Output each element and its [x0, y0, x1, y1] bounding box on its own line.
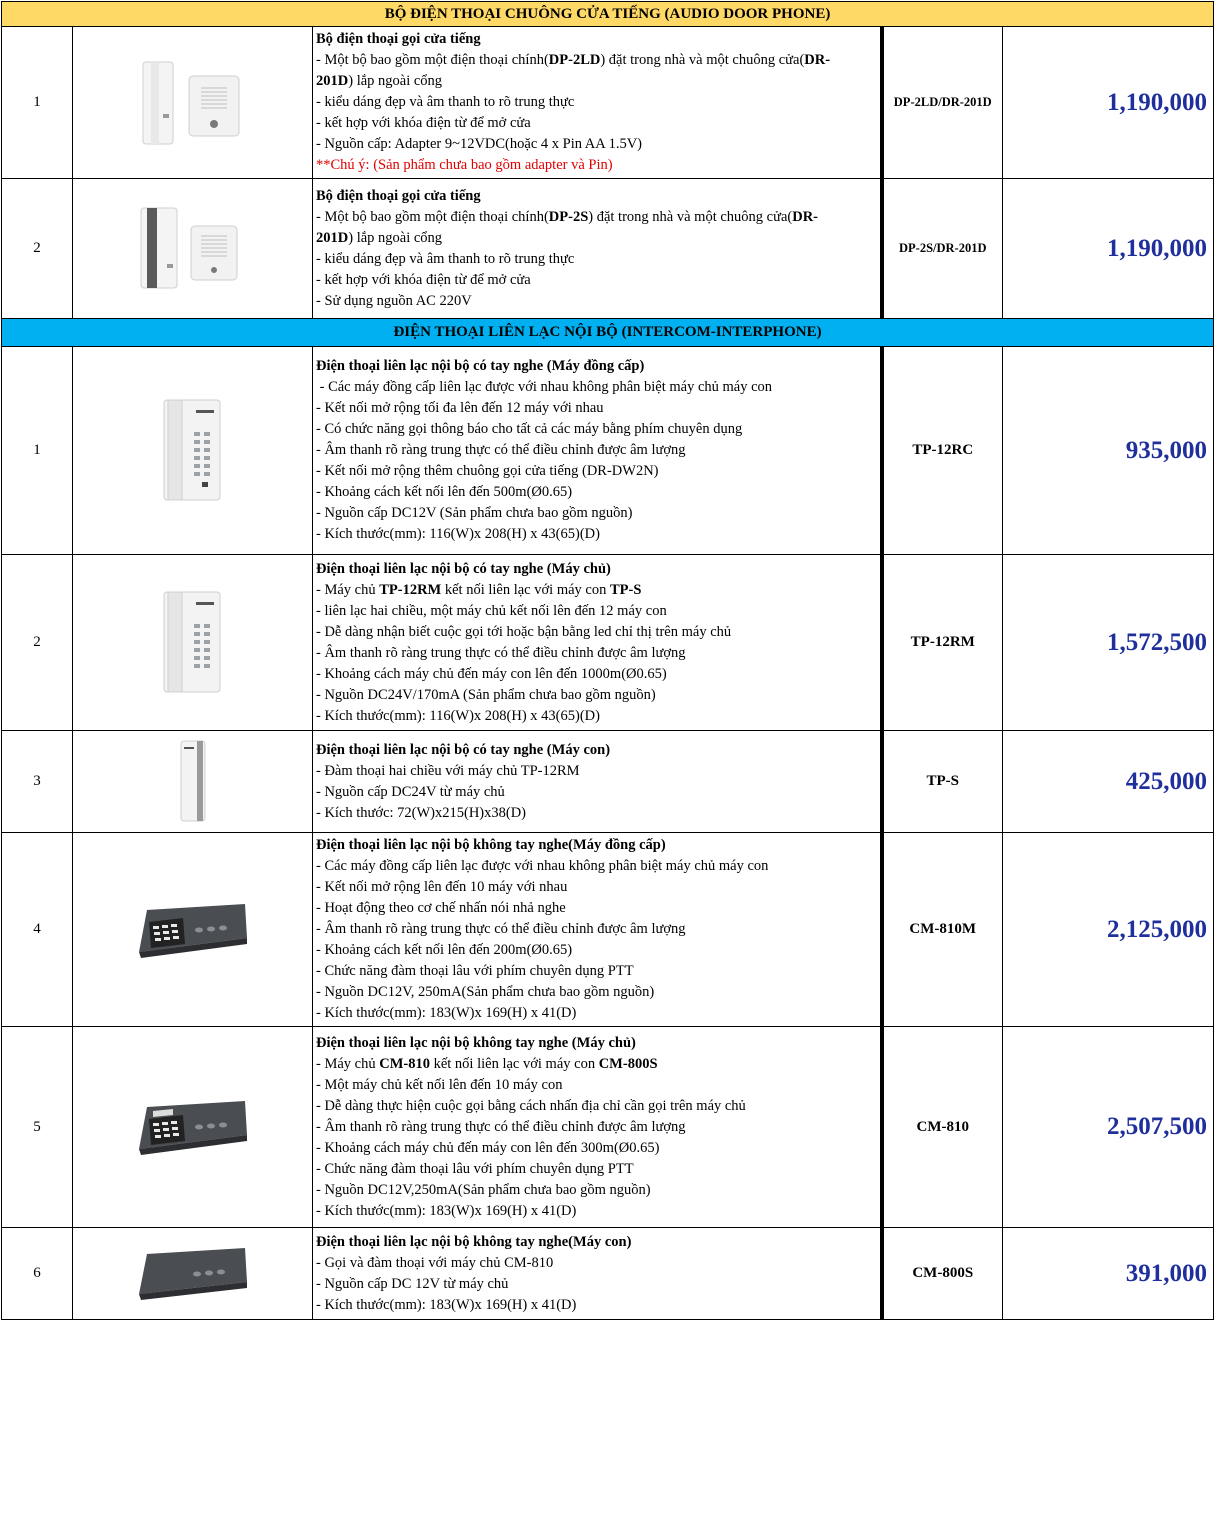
- table-row: [2, 731, 1214, 833]
- description-line: - Kích thước(mm): 116(W)x 208(H) x 43(65)(D): [316, 707, 600, 724]
- description-line: - Chức năng đàm thoại lâu với phím chuyên dụng PTT: [316, 1160, 634, 1177]
- product-description: [313, 347, 882, 555]
- description-line: - Kết nối mở rộng lên đến 10 máy với nhau: [316, 879, 568, 895]
- description-title: Điện thoại liên lạc nội bộ không tay nghe(Máy con): [316, 1233, 632, 1250]
- section-title-intercom: ĐIỆN THOẠI LIÊN LẠC NỘI BỘ (INTERCOM-INTERPHONE): [2, 319, 1214, 347]
- table-row: [2, 1228, 1214, 1320]
- description-line: - Chức năng đàm thoại lâu với phím chuyên dụng PTT: [316, 963, 634, 979]
- description-line: - Máy chủ CM-810 kết nối liên lạc với máy con CM-800S: [316, 1055, 658, 1072]
- desk-intercom-icon: [133, 1244, 253, 1304]
- description-line: - Khoảng cách máy chủ đến máy con lên đến 1000m(Ø0.65): [316, 665, 667, 682]
- row-number: 6: [2, 1228, 73, 1320]
- description-line: - Nguồn cấp DC24V từ máy chủ: [316, 783, 505, 800]
- row-number: 5: [2, 1027, 73, 1228]
- slim-handset-icon: [173, 739, 213, 825]
- product-price: 1,190,000: [1003, 27, 1214, 179]
- product-code: CM-810: [882, 1027, 1003, 1228]
- product-image: [73, 347, 313, 555]
- description-line: - Nguồn DC12V, 250mA(Sản phẩm chưa bao gồm nguồn): [316, 984, 655, 1000]
- product-image: [73, 27, 313, 179]
- description-line: - Một bộ bao gồm một điện thoại chính(DP-2LD) đặt trong nhà và một chuông cửa(DR-: [316, 52, 831, 68]
- product-image: [73, 731, 313, 833]
- table-row: [2, 833, 1214, 1027]
- handset-keypad-icon: [158, 588, 228, 698]
- description-line: - Nguồn DC12V,250mA(Sản phẩm chưa bao gồm nguồn): [316, 1181, 651, 1198]
- description-line: - Kích thước(mm): 183(W)x 169(H) x 41(D): [316, 1005, 577, 1021]
- description-line: - Kích thước(mm): 183(W)x 169(H) x 41(D): [316, 1202, 577, 1219]
- product-description: [313, 1228, 882, 1320]
- table-row: [2, 27, 1214, 179]
- product-description: [313, 1027, 882, 1228]
- description-title: Điện thoại liên lạc nội bộ có tay nghe (Máy con): [316, 741, 611, 758]
- product-image: [73, 1228, 313, 1320]
- section-header-intercom: [2, 319, 1214, 347]
- description-line: - Một bộ bao gồm một điện thoại chính(DP-2S) đặt trong nhà và một chuông cửa(DR-: [316, 208, 818, 225]
- door-phone-set-icon: [133, 58, 253, 148]
- price-table: [1, 1, 1214, 1320]
- product-image: [73, 179, 313, 319]
- product-description: [313, 833, 882, 1027]
- description-line: - liên lạc hai chiều, một máy chủ kết nối lên đến 12 máy con: [316, 602, 667, 619]
- product-image: [73, 1027, 313, 1228]
- description-line: - Nguồn cấp: Adapter 9~12VDC(hoặc 4 x Pin AA 1.5V): [316, 136, 642, 152]
- description-line: - Dễ dàng thực hiện cuộc gọi bằng cách nhấn địa chỉ cần gọi trên máy chủ: [316, 1097, 746, 1114]
- row-number: 2: [2, 179, 73, 319]
- table-row: [2, 347, 1214, 555]
- product-description: [313, 731, 882, 833]
- description-line: - kết hợp với khóa điện từ để mở cửa: [316, 115, 531, 131]
- table-row: [2, 1027, 1214, 1228]
- description-line: - Khoảng cách máy chủ đến máy con lên đến 300m(Ø0.65): [316, 1139, 660, 1156]
- table-row: [2, 555, 1214, 731]
- description-title: Điện thoại liên lạc nội bộ không tay nghe(Máy đồng cấp): [316, 837, 666, 853]
- description-line: - Kích thước(mm): 116(W)x 208(H) x 43(65)(D): [316, 526, 600, 542]
- desk-intercom-keypad-icon: [133, 900, 253, 960]
- description-line: - Nguồn cấp DC 12V từ máy chủ: [316, 1275, 509, 1292]
- product-code: TP-S: [882, 731, 1003, 833]
- description-line: - Kích thước: 72(W)x215(H)x38(D): [316, 804, 527, 821]
- product-code: TP-12RM: [882, 555, 1003, 731]
- description-line: - kết hợp với khóa điện từ để mở cửa: [316, 271, 531, 288]
- product-code: CM-810M: [882, 833, 1003, 1027]
- product-price: 1,572,500: [1003, 555, 1214, 731]
- description-title: Điện thoại liên lạc nội bộ có tay nghe (Máy đồng cấp): [316, 358, 645, 374]
- product-image: [73, 555, 313, 731]
- description-line: 201D) lắp ngoài cổng: [316, 229, 443, 246]
- description-line: - Hoạt động theo cơ chế nhấn nói nhả nghe: [316, 900, 566, 916]
- row-number: 1: [2, 347, 73, 555]
- description-line: 201D) lắp ngoài cổng: [316, 73, 443, 89]
- section-title-audio: BỘ ĐIỆN THOẠI CHUÔNG CỬA TIẾNG (AUDIO DOOR PHONE): [2, 2, 1214, 27]
- description-line: - Gọi và đàm thoại với máy chủ CM-810: [316, 1254, 554, 1271]
- product-description: [313, 555, 882, 731]
- description-line: - Kích thước(mm): 183(W)x 169(H) x 41(D): [316, 1296, 577, 1313]
- product-description: [313, 27, 882, 179]
- handset-keypad-icon: [158, 396, 228, 506]
- description-line: - Các máy đồng cấp liên lạc được với nhau không phân biệt máy chủ máy con: [316, 379, 773, 395]
- description-line: - Có chức năng gọi thông báo cho tất cả các máy bằng phím chuyên dụng: [316, 421, 743, 437]
- product-price: 425,000: [1003, 731, 1214, 833]
- description-line: - Sử dụng nguồn AC 220V: [316, 292, 472, 309]
- product-code: CM-800S: [882, 1228, 1003, 1320]
- description-line: - Một máy chủ kết nối lên đến 10 máy con: [316, 1076, 563, 1093]
- description-title: Điện thoại liên lạc nội bộ không tay nghe (Máy chủ): [316, 1034, 636, 1051]
- product-price: 2,125,000: [1003, 833, 1214, 1027]
- description-line: - Âm thanh rõ ràng trung thực có thể điều chỉnh được âm lượng: [316, 644, 686, 661]
- row-number: 2: [2, 555, 73, 731]
- product-price: 1,190,000: [1003, 179, 1214, 319]
- description-title: Bộ điện thoại gọi cửa tiếng: [316, 31, 481, 47]
- section-header-audio: [2, 2, 1214, 27]
- product-image: [73, 833, 313, 1027]
- description-title: Điện thoại liên lạc nội bộ có tay nghe (Máy chủ): [316, 560, 611, 577]
- description-line: - Kết nối mở rộng thêm chuông gọi cửa tiếng (DR-DW2N): [316, 463, 659, 479]
- row-number: 3: [2, 731, 73, 833]
- description-line: - kiểu dáng đẹp và âm thanh to rõ trung thực: [316, 94, 575, 110]
- product-code: DP-2S/DR-201D: [882, 179, 1003, 319]
- description-line: - Đàm thoại hai chiều với máy chủ TP-12RM: [316, 762, 580, 779]
- description-line: - kiểu dáng đẹp và âm thanh to rõ trung thực: [316, 250, 575, 267]
- door-phone-set-icon: [133, 204, 253, 294]
- product-price: 2,507,500: [1003, 1027, 1214, 1228]
- description-line: - Âm thanh rõ ràng trung thực có thể điều chỉnh được âm lượng: [316, 442, 686, 458]
- product-code: DP-2LD/DR-201D: [882, 27, 1003, 179]
- table-row: [2, 179, 1214, 319]
- description-line: - Nguồn DC24V/170mA (Sản phẩm chưa bao gồm nguồn): [316, 686, 656, 703]
- description-note: **Chú ý: (Sản phẩm chưa bao gồm adapter và Pin): [316, 157, 613, 173]
- description-line: - Kết nối mở rộng tối đa lên đến 12 máy với nhau: [316, 400, 604, 416]
- description-line: - Máy chủ TP-12RM kết nối liên lạc với máy con TP-S: [316, 581, 642, 598]
- row-number: 4: [2, 833, 73, 1027]
- description-line: - Âm thanh rõ ràng trung thực có thể điều chỉnh được âm lượng: [316, 1118, 686, 1135]
- row-number: 1: [2, 27, 73, 179]
- description-title: Bộ điện thoại gọi cửa tiếng: [316, 187, 481, 204]
- description-line: - Khoảng cách kết nối lên đến 200m(Ø0.65): [316, 942, 573, 958]
- product-price: 391,000: [1003, 1228, 1214, 1320]
- description-line: - Nguồn cấp DC12V (Sản phẩm chưa bao gồm nguồn): [316, 505, 633, 521]
- desk-intercom-keypad-icon: [133, 1097, 253, 1157]
- description-line: - Dễ dàng nhận biết cuộc gọi tới hoặc bận bằng led chỉ thị trên máy chủ: [316, 623, 732, 640]
- product-price: 935,000: [1003, 347, 1214, 555]
- product-description: [313, 179, 882, 319]
- description-line: - Khoảng cách kết nối lên đến 500m(Ø0.65): [316, 484, 573, 500]
- description-line: - Âm thanh rõ ràng trung thực có thể điều chỉnh được âm lượng: [316, 921, 686, 937]
- product-code: TP-12RC: [882, 347, 1003, 555]
- description-line: - Các máy đồng cấp liên lạc được với nhau không phân biệt máy chủ máy con: [316, 858, 769, 874]
